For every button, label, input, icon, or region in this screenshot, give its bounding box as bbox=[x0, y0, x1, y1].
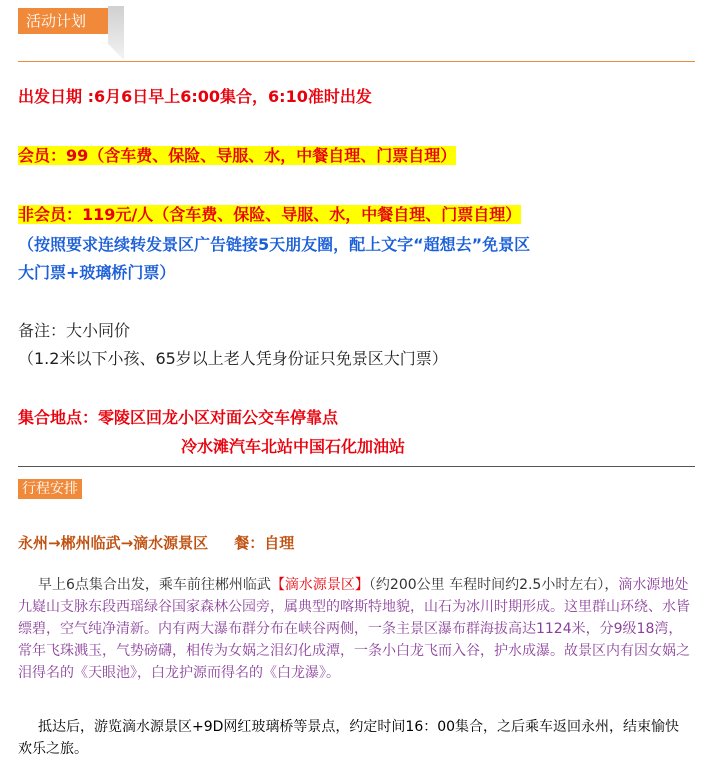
section-tab-itinerary: 行程安排 bbox=[18, 479, 82, 499]
member-price bbox=[18, 143, 456, 166]
divider bbox=[18, 466, 695, 467]
tab-shadow-decoration bbox=[108, 6, 124, 60]
divider bbox=[18, 61, 695, 62]
promo-line-2: 大门票+玻璃桥门票） bbox=[18, 263, 176, 282]
meeting-point-1: 集合地点：零陵区回龙小区对面公交车停靠点 bbox=[18, 408, 339, 427]
promo-line-1: （按照要求连续转发景区广告链接5天朋友圈，配上文字“超想去”免景区 bbox=[18, 235, 531, 254]
p1-description: 滴水源地处九嶷山支脉东段西瑶绿谷国家森林公园旁，属典型的喀斯特地貌，山石为冰川时期形成。这里群山环绕、水皆缥碧，空气纯净清新。内有两大瀑布群分布在峡谷两侧，一条主景区瀑布群海拔高达1124米，分9级18湾，常年飞珠溅玉，气势磅礴，相传为女娲之泪幻化成潭，一条小白龙飞而入谷，护水成瀑。故景区内有因女娲之泪得名的《天眼池》，白龙护源而得名的《白龙瀑》。 bbox=[18, 577, 690, 681]
note-title: 备注：大小同价 bbox=[18, 321, 131, 340]
nonmember-price bbox=[18, 202, 521, 225]
meeting-point-2: 冷水滩汽车北站中国石化加油站 bbox=[181, 437, 406, 456]
departure-info: 出发日期 :6月6日早上6:00集合，6:10准时出发 bbox=[18, 87, 372, 106]
itinerary-paragraph-1 bbox=[18, 574, 693, 684]
route-line: 永州→郴州临武→滴水源景区 餐：自理 bbox=[18, 534, 295, 552]
nonmember-price-text: 非会员：119元/人（含车费、保险、导服、水，中餐自理、门票自理） bbox=[18, 205, 522, 224]
scenic-tag: 【滴水源景区】 bbox=[270, 577, 369, 593]
member-price-text: 会员：99（含车费、保险、导服、水，中餐自理、门票自理） bbox=[18, 146, 457, 165]
itinerary-paragraph-2: 抵达后，游览滴水源景区+9D网红玻璃桥等景点，约定时间16：00集合，之后乘车返回永州，结束愉快欢乐之旅。 bbox=[18, 719, 680, 757]
section-tab-activity-plan: 活动计划 bbox=[18, 8, 108, 34]
p1-distance: （约200公里 车程时间约2.5小时左右）， bbox=[368, 577, 619, 593]
note-detail: （1.2米以下小孩、65岁以上老人凭身份证只免景区大门票） bbox=[18, 349, 448, 368]
p1-intro: 早上6点集合出发，乘车前往郴州临武 bbox=[38, 577, 271, 593]
